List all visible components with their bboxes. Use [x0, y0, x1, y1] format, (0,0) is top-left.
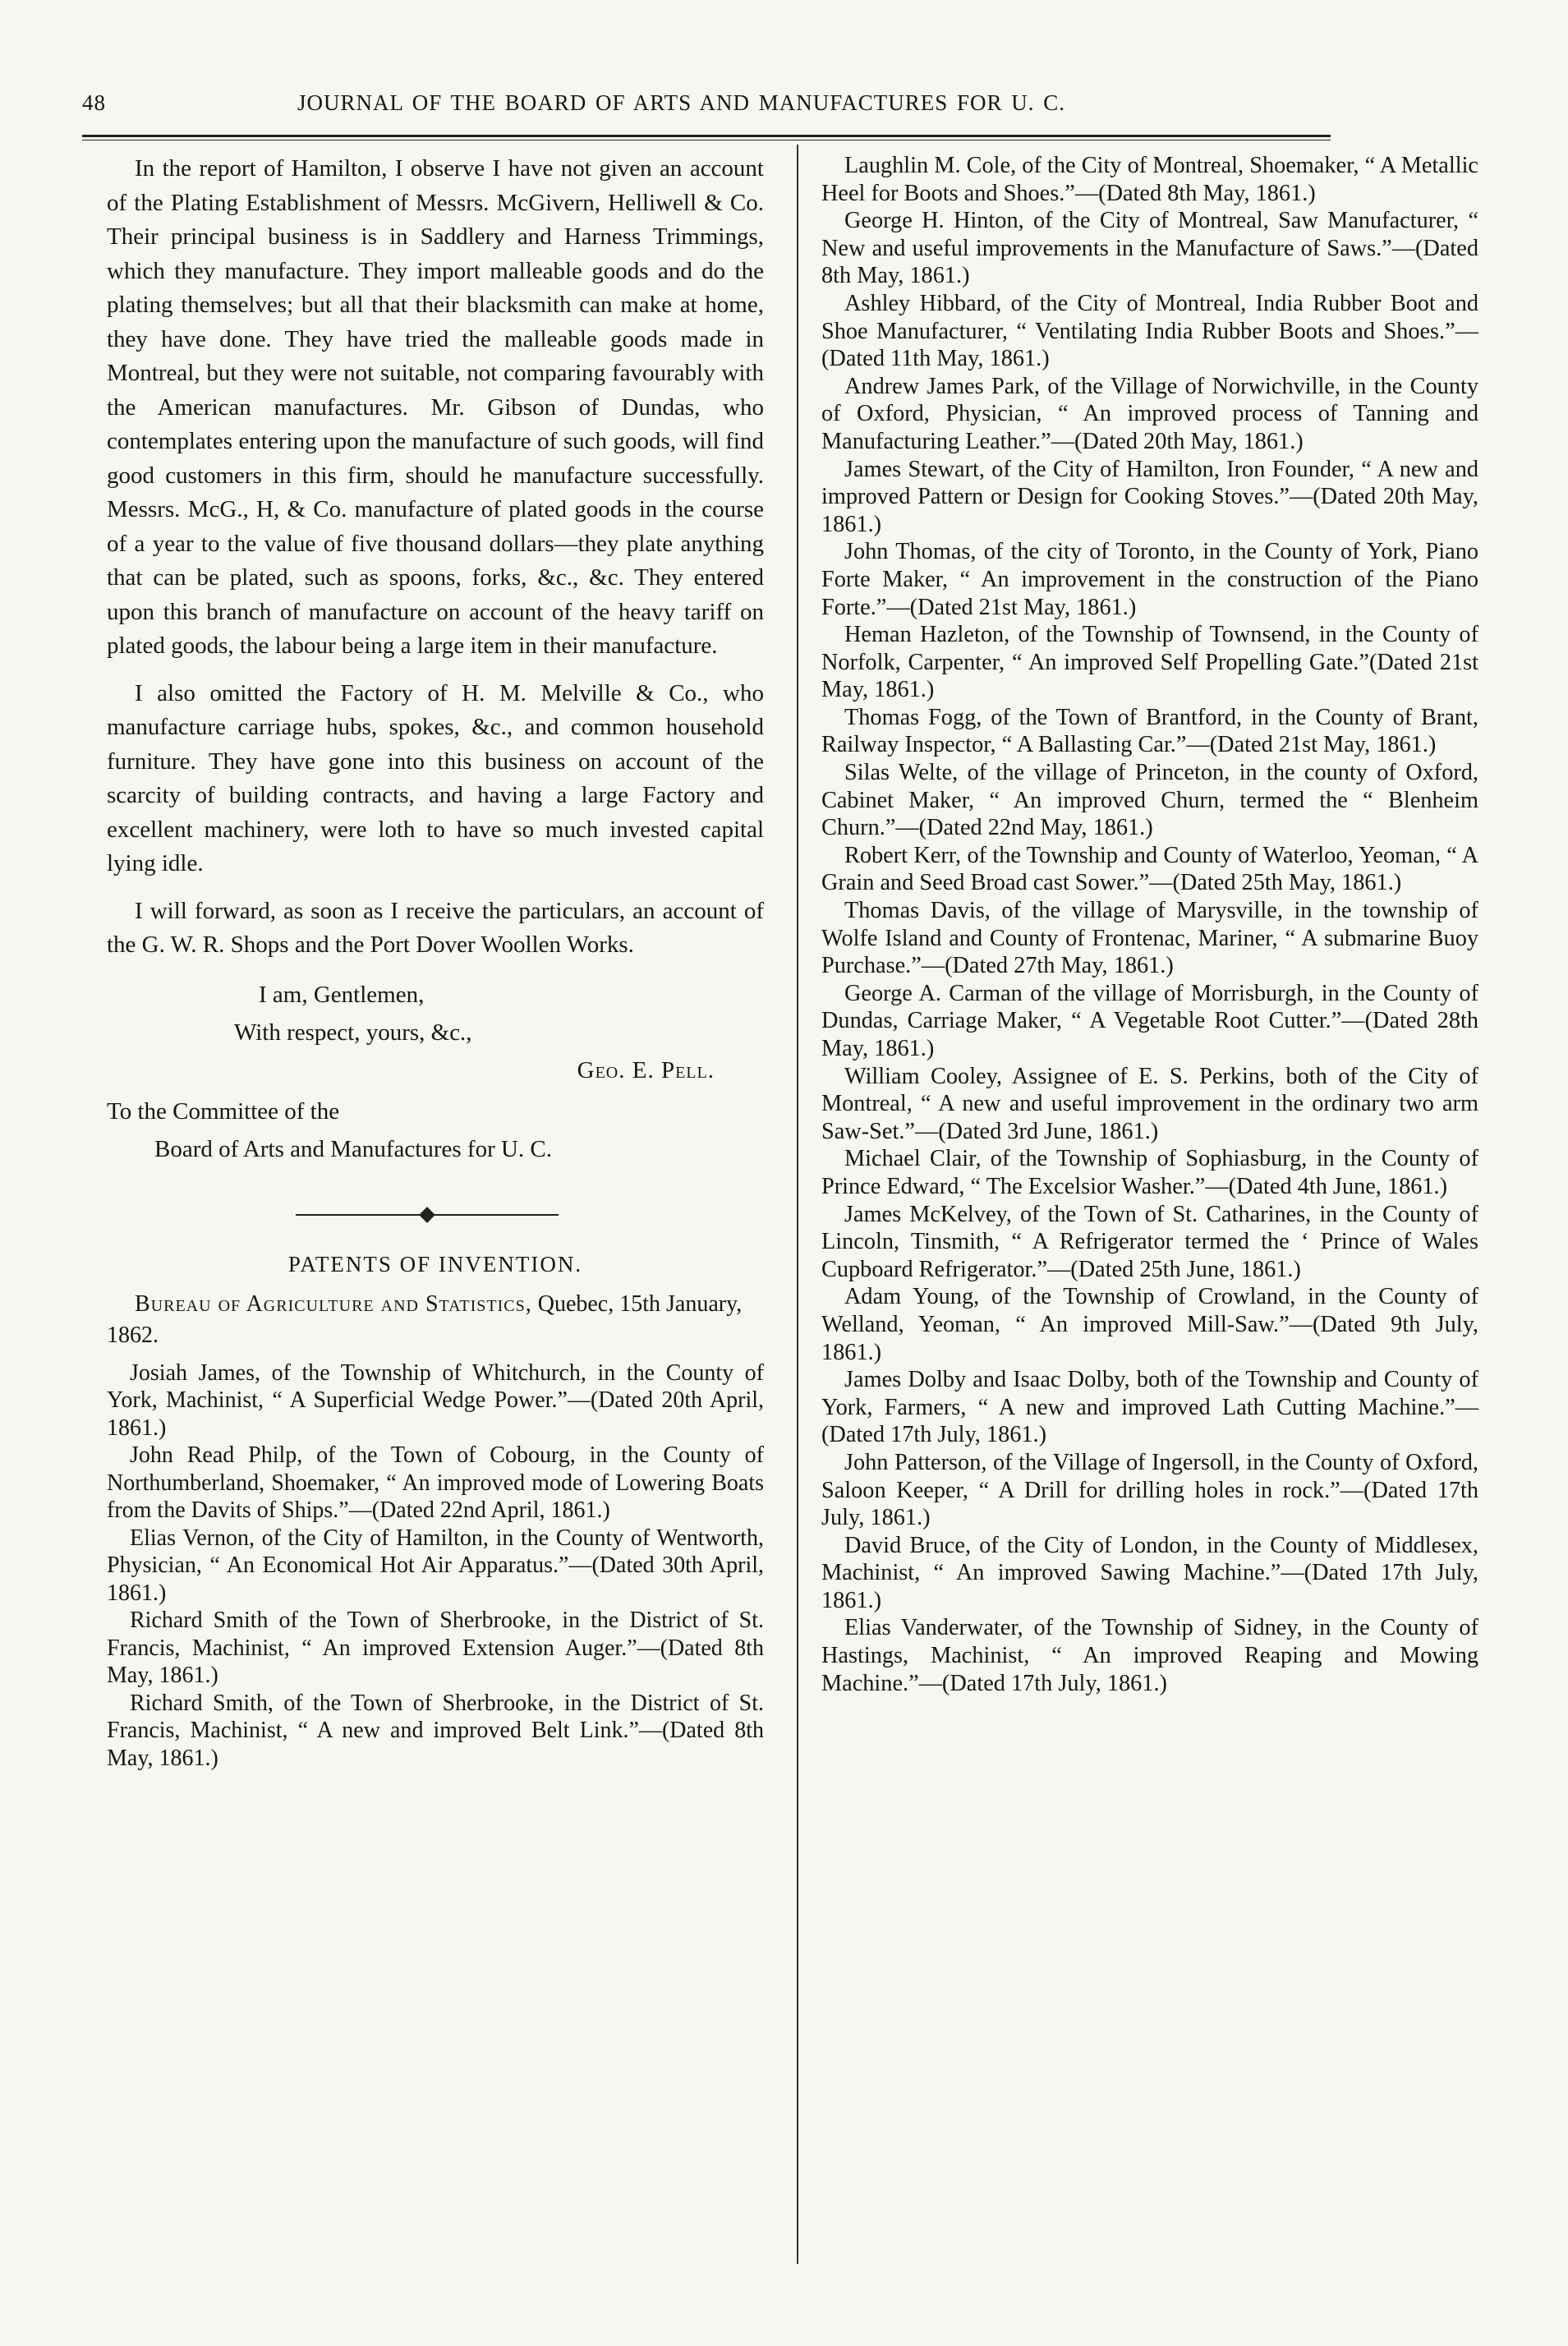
addressee-line-1: To the Committee of the: [107, 1097, 340, 1125]
paragraph-melville: I also omitted the Factory of H. M. Melville & Co., who manufacture carriage hubs, spokes, &c., and common household furniture. They have gone into this business on account of the scarcity of building contracts, and having a large Factory and excellent machinery, were loth to have so much invested capital lying idle.: [107, 679, 764, 876]
patent-entry: Silas Welte, of the village of Princeton, in the county of Oxford, Cabinet Maker, “ An improved Churn, termed the “ Blenheim Churn.”—(Dated 22nd May, 1861.): [821, 760, 1478, 841]
signature: Geo. E. Pell.: [577, 1056, 715, 1083]
patent-entry: George A. Carman of the village of Morrisburgh, in the County of Dundas, Carriage Maker, “ A Vegetable Root Cutter.”—(Dated 28th May, 1861.): [821, 980, 1478, 1061]
patent-entry: Heman Hazleton, of the Township of Townsend, in the County of Norfolk, Carpenter, “ An improved Self Propelling Gate.”(Dated 21st May, 1861.): [821, 622, 1478, 703]
addressee-line-2: Board of Arts and Manufactures for U. C.: [154, 1135, 553, 1162]
patent-entry: Laughlin M. Cole, of the City of Montreal, Shoemaker, “ A Metallic Heel for Boots and Shoes.”—(Dated 8th May, 1861.): [821, 153, 1478, 206]
patent-entry: Robert Kerr, of the Township and County of Waterloo, Yeoman, “ A Grain and Seed Broad cast Sower.”—(Dated 25th May, 1861.): [821, 842, 1478, 896]
patent-entry: James Dolby and Isaac Dolby, both of the Township and County of York, Farmers, “ A new and improved Lath Cutting Machine.”—(Dated 17th July, 1861.): [821, 1367, 1478, 1448]
right-column: [821, 152, 1478, 1697]
left-column: [107, 152, 764, 1772]
dateline-bureau: Bureau of Agriculture and Statistics,: [135, 1290, 532, 1317]
section-ornament: [107, 1176, 764, 1250]
patent-entry: David Bruce, of the City of London, in the County of Middlesex, Machinist, “ An improved Sawing Machine.”—(Dated 17th July, 1861.): [821, 1532, 1478, 1613]
column-divider: [797, 145, 798, 2264]
patent-entry: John Read Philp, of the Town of Cobourg, in the County of Northumberland, Shoemaker, “ An improved mode of Lowering Boats from the Davits of Ships.”—(Dated 22nd April, 1861.): [107, 1442, 764, 1523]
patent-entry: James Stewart, of the City of Hamilton, Iron Founder, “ A new and improved Pattern or Design for Cooking Stoves.”—(Dated 20th May, 1861.): [821, 456, 1478, 537]
respect-line: With respect, yours, &c.,: [234, 1019, 472, 1046]
patent-entry: Elias Vanderwater, of the Township of Sidney, in the County of Hastings, Machinist, “ An improved Reaping and Mowing Machine.”—(Dated 17th July, 1861.): [821, 1615, 1478, 1696]
header-rule: [82, 135, 1331, 137]
patent-entry: John Patterson, of the Village of Ingersoll, in the County of Oxford, Saloon Keeper, “ A Drill for drilling holes in rock.”—(Dated 17th July, 1861.): [821, 1449, 1478, 1531]
page-number: 48: [82, 90, 106, 115]
patent-entry: Richard Smith of the Town of Sherbrooke, in the District of St. Francis, Machinist, “ An improved Extension Auger.”—(Dated 8th May, 1861.): [107, 1608, 764, 1688]
patent-entry: William Cooley, Assignee of E. S. Perkins, both of the City of Montreal, “ A new and useful improvement in the ordinary two arm Saw-Set.”—(Dated 3rd June, 1861.): [821, 1063, 1478, 1144]
dateline-place-date: Quebec, 15th January, 1862.: [107, 1290, 743, 1348]
patent-entry: Elias Vernon, of the City of Hamilton, in the County of Wentworth, Physician, “ An Economical Hot Air Apparatus.”—(Dated 30th April, 1861.): [107, 1525, 764, 1606]
paragraph-forward: I will forward, as soon as I receive the particulars, an account of the G. W. R. Shops and the Port Dover Woollen Works.: [107, 897, 764, 958]
patent-entry: Thomas Fogg, of the Town of Brantford, in the County of Brant, Railway Inspector, “ A Ballasting Car.”—(Dated 21st May, 1861.): [821, 704, 1478, 758]
salutation: I am, Gentlemen,: [259, 981, 425, 1008]
patent-entry: George H. Hinton, of the City of Montreal, Saw Manufacturer, “ New and useful improvements in the Manufacture of Saws.”—(Dated 8th May, 1861.): [821, 208, 1478, 289]
section-title: PATENTS OF INVENTION.: [287, 1251, 583, 1276]
ornament-diamond: [419, 1207, 435, 1223]
patent-entry: Michael Clair, of the Township of Sophiasburg, in the County of Prince Edward, “ The Excelsior Washer.”—(Dated 4th June, 1861.): [821, 1146, 1478, 1199]
journal-title: JOURNAL OF THE BOARD OF ARTS AND MANUFACTURES FOR U. C.: [297, 90, 1066, 115]
patent-entry: Andrew James Park, of the Village of Norwichville, in the County of Oxford, Physician, “ An improved process of Tanning and Manufacturing Leather.”—(Dated 20th May, 1861.): [821, 373, 1478, 454]
patent-entry: Thomas Davis, of the village of Marysville, in the township of Wolfe Island and County of Frontenac, Mariner, “ A submarine Buoy Purchase.”—(Dated 27th May, 1861.): [821, 898, 1478, 979]
patent-entry: John Thomas, of the city of Toronto, in the County of York, Piano Forte Maker, “ An improvement in the construction of the Piano Forte.”—(Dated 21st May, 1861.): [821, 539, 1478, 620]
running-header: [82, 76, 1331, 125]
patent-entry: James McKelvey, of the Town of St. Catharines, in the County of Lincoln, Tinsmith, “ A Refrigerator termed the ‘ Prince of Wales Cupboard Refrigerator.”—(Dated 25th June, 1861.): [821, 1201, 1478, 1282]
paragraph-plating: In the report of Hamilton, I observe I have not given an account of the Plating Establishment of Messrs. McGivern, Helliwell & Co. Their principal business is in Saddlery and Harness Trimmings, which they manufacture. They import malleable goods and do the plating themselves; but all that their blacksmith can make at home, they have done. They have tried the malleable goods made in Montreal, but they were not suitable, not comparing favourably with the American manufactures. Mr. Gibson of Dundas, who contemplates entering upon the manufacture of such goods, will find good customers in this firm, should he manufacture successfully. Messrs. McG., H, & Co. manufacture of plated goods in the course of a year to the value of five thousand dollars—they plate anything that can be plated, such as spoons, forks, &c., &c. They entered upon this branch of manufacture on account of the heavy tariff on plated goods, the labour being a large item in their manufacture.: [107, 155, 764, 659]
patent-entry: Adam Young, of the Township of Crowland, in the County of Welland, Yeoman, “ An improved Mill-Saw.”—(Dated 9th July, 1861.): [821, 1284, 1478, 1365]
dateline: [107, 1289, 764, 1351]
patent-entry: Richard Smith, of the Town of Sherbrooke, in the District of St. Francis, Machinist, “ A new and improved Belt Link.”—(Dated 8th May, 1861.): [107, 1690, 764, 1771]
letter-closing: [107, 976, 764, 1168]
patent-entry: Josiah James, of the Township of Whitchurch, in the County of York, Machinist, “ A Superficial Wedge Power.”—(Dated 20th April, 1861.): [107, 1359, 764, 1441]
patent-entry: Ashley Hibbard, of the City of Montreal, India Rubber Boot and Shoe Manufacturer, “ Ventilating India Rubber Boots and Shoes.”—(Dated 11th May, 1861.): [821, 290, 1478, 372]
